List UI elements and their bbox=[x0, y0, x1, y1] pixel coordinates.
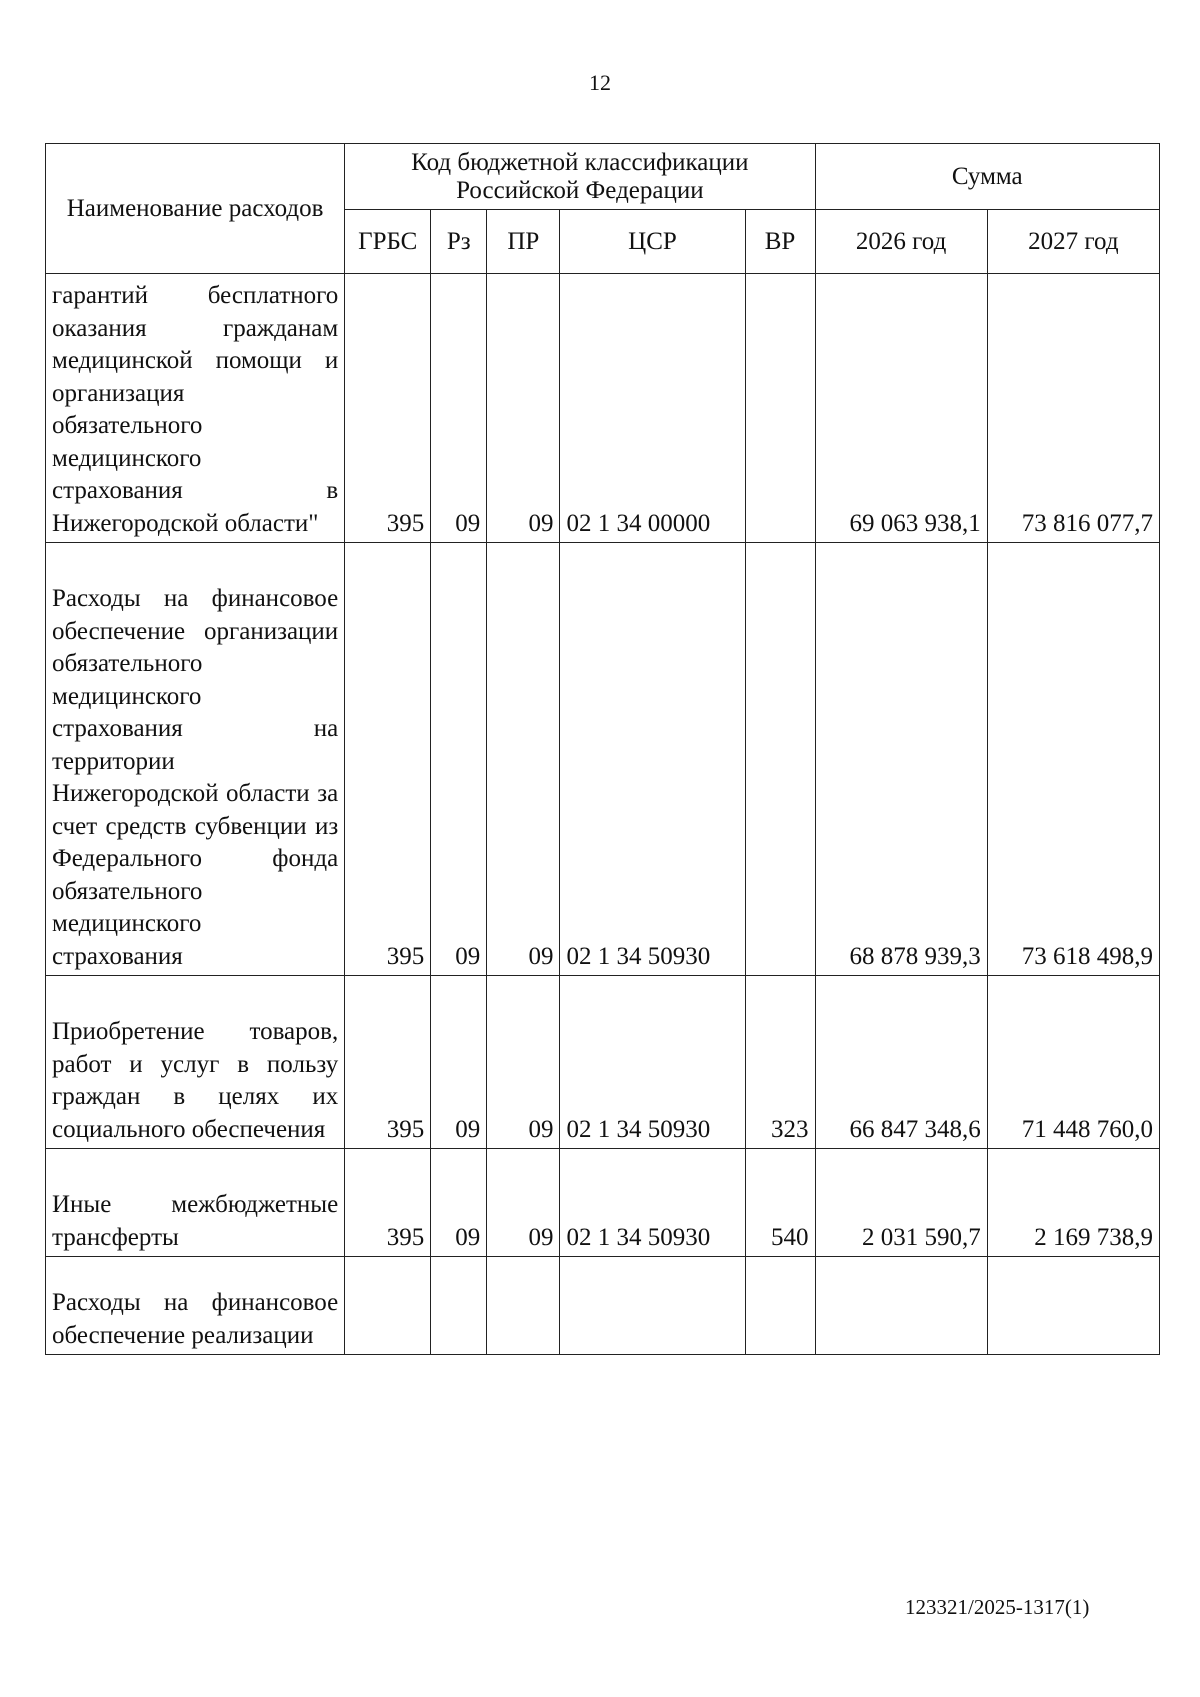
row-pr: 09 bbox=[487, 274, 560, 543]
row-name: Расходы на финансовое обеспечение организации обязательного медицинского страхования на территории Нижегородской области за счет средств субвенции из Федерального фонда обязательного медицинского страхования bbox=[46, 543, 345, 976]
header-name: Наименование расходов bbox=[46, 144, 345, 274]
row-csr: 02 1 34 00000 bbox=[560, 274, 745, 543]
table-row bbox=[46, 543, 1160, 976]
row-2027: 73 618 498,9 bbox=[987, 543, 1159, 976]
row-2027: 71 448 760,0 bbox=[987, 976, 1159, 1149]
row-2026: 68 878 939,3 bbox=[815, 543, 987, 976]
row-grbs: 395 bbox=[345, 274, 431, 543]
row-grbs: 395 bbox=[345, 1149, 431, 1257]
header-sum-group: Сумма bbox=[815, 144, 1159, 210]
header-2027: 2027 год bbox=[987, 210, 1159, 274]
row-rz: 09 bbox=[431, 543, 487, 976]
row-vr bbox=[745, 274, 815, 543]
row-vr: 323 bbox=[745, 976, 815, 1149]
document-code: 123321/2025-1317(1) bbox=[905, 1595, 1090, 1619]
row-pr: 09 bbox=[487, 1149, 560, 1257]
row-name: Приобретение товаров, работ и услуг в пользу граждан в целях их социального обеспечения bbox=[46, 976, 345, 1149]
row-vr bbox=[745, 543, 815, 976]
row-vr: 540 bbox=[745, 1149, 815, 1257]
row-2026 bbox=[815, 1257, 987, 1355]
header-vr: ВР bbox=[745, 210, 815, 274]
page-number: 12 bbox=[589, 70, 611, 95]
header-pr: ПР bbox=[487, 210, 560, 274]
header-csr: ЦСР bbox=[560, 210, 745, 274]
row-name: Иные межбюджетные трансферты bbox=[46, 1149, 345, 1257]
row-name: гарантий бесплатного оказания гражданам медицинской помощи и организация обязательного медицинского страхования в Нижегородской области" bbox=[46, 274, 345, 543]
row-csr: 02 1 34 50930 bbox=[560, 976, 745, 1149]
row-vr bbox=[745, 1257, 815, 1355]
header-row-1 bbox=[46, 144, 1160, 210]
row-grbs: 395 bbox=[345, 976, 431, 1149]
row-pr bbox=[487, 1257, 560, 1355]
header-grbs: ГРБС bbox=[345, 210, 431, 274]
row-csr: 02 1 34 50930 bbox=[560, 543, 745, 976]
row-2026: 69 063 938,1 bbox=[815, 274, 987, 543]
row-csr: 02 1 34 50930 bbox=[560, 1149, 745, 1257]
row-2027: 2 169 738,9 bbox=[987, 1149, 1159, 1257]
header-2026: 2026 год bbox=[815, 210, 987, 274]
row-rz: 09 bbox=[431, 1149, 487, 1257]
budget-table bbox=[45, 143, 1160, 1355]
table-row bbox=[46, 1257, 1160, 1355]
row-csr bbox=[560, 1257, 745, 1355]
row-2026: 66 847 348,6 bbox=[815, 976, 987, 1149]
row-pr: 09 bbox=[487, 976, 560, 1149]
row-grbs: 395 bbox=[345, 543, 431, 976]
row-2026: 2 031 590,7 bbox=[815, 1149, 987, 1257]
row-name: Расходы на финансовое обеспечение реализации bbox=[46, 1257, 345, 1355]
row-2027: 73 816 077,7 bbox=[987, 274, 1159, 543]
table-row bbox=[46, 274, 1160, 543]
header-rz: Рз bbox=[431, 210, 487, 274]
table-row bbox=[46, 1149, 1160, 1257]
row-rz: 09 bbox=[431, 976, 487, 1149]
row-rz bbox=[431, 1257, 487, 1355]
row-rz: 09 bbox=[431, 274, 487, 543]
table-row bbox=[46, 976, 1160, 1149]
row-2027 bbox=[987, 1257, 1159, 1355]
row-grbs bbox=[345, 1257, 431, 1355]
row-pr: 09 bbox=[487, 543, 560, 976]
header-code-group: Код бюджетной классификации Российской Федерации bbox=[345, 144, 815, 210]
